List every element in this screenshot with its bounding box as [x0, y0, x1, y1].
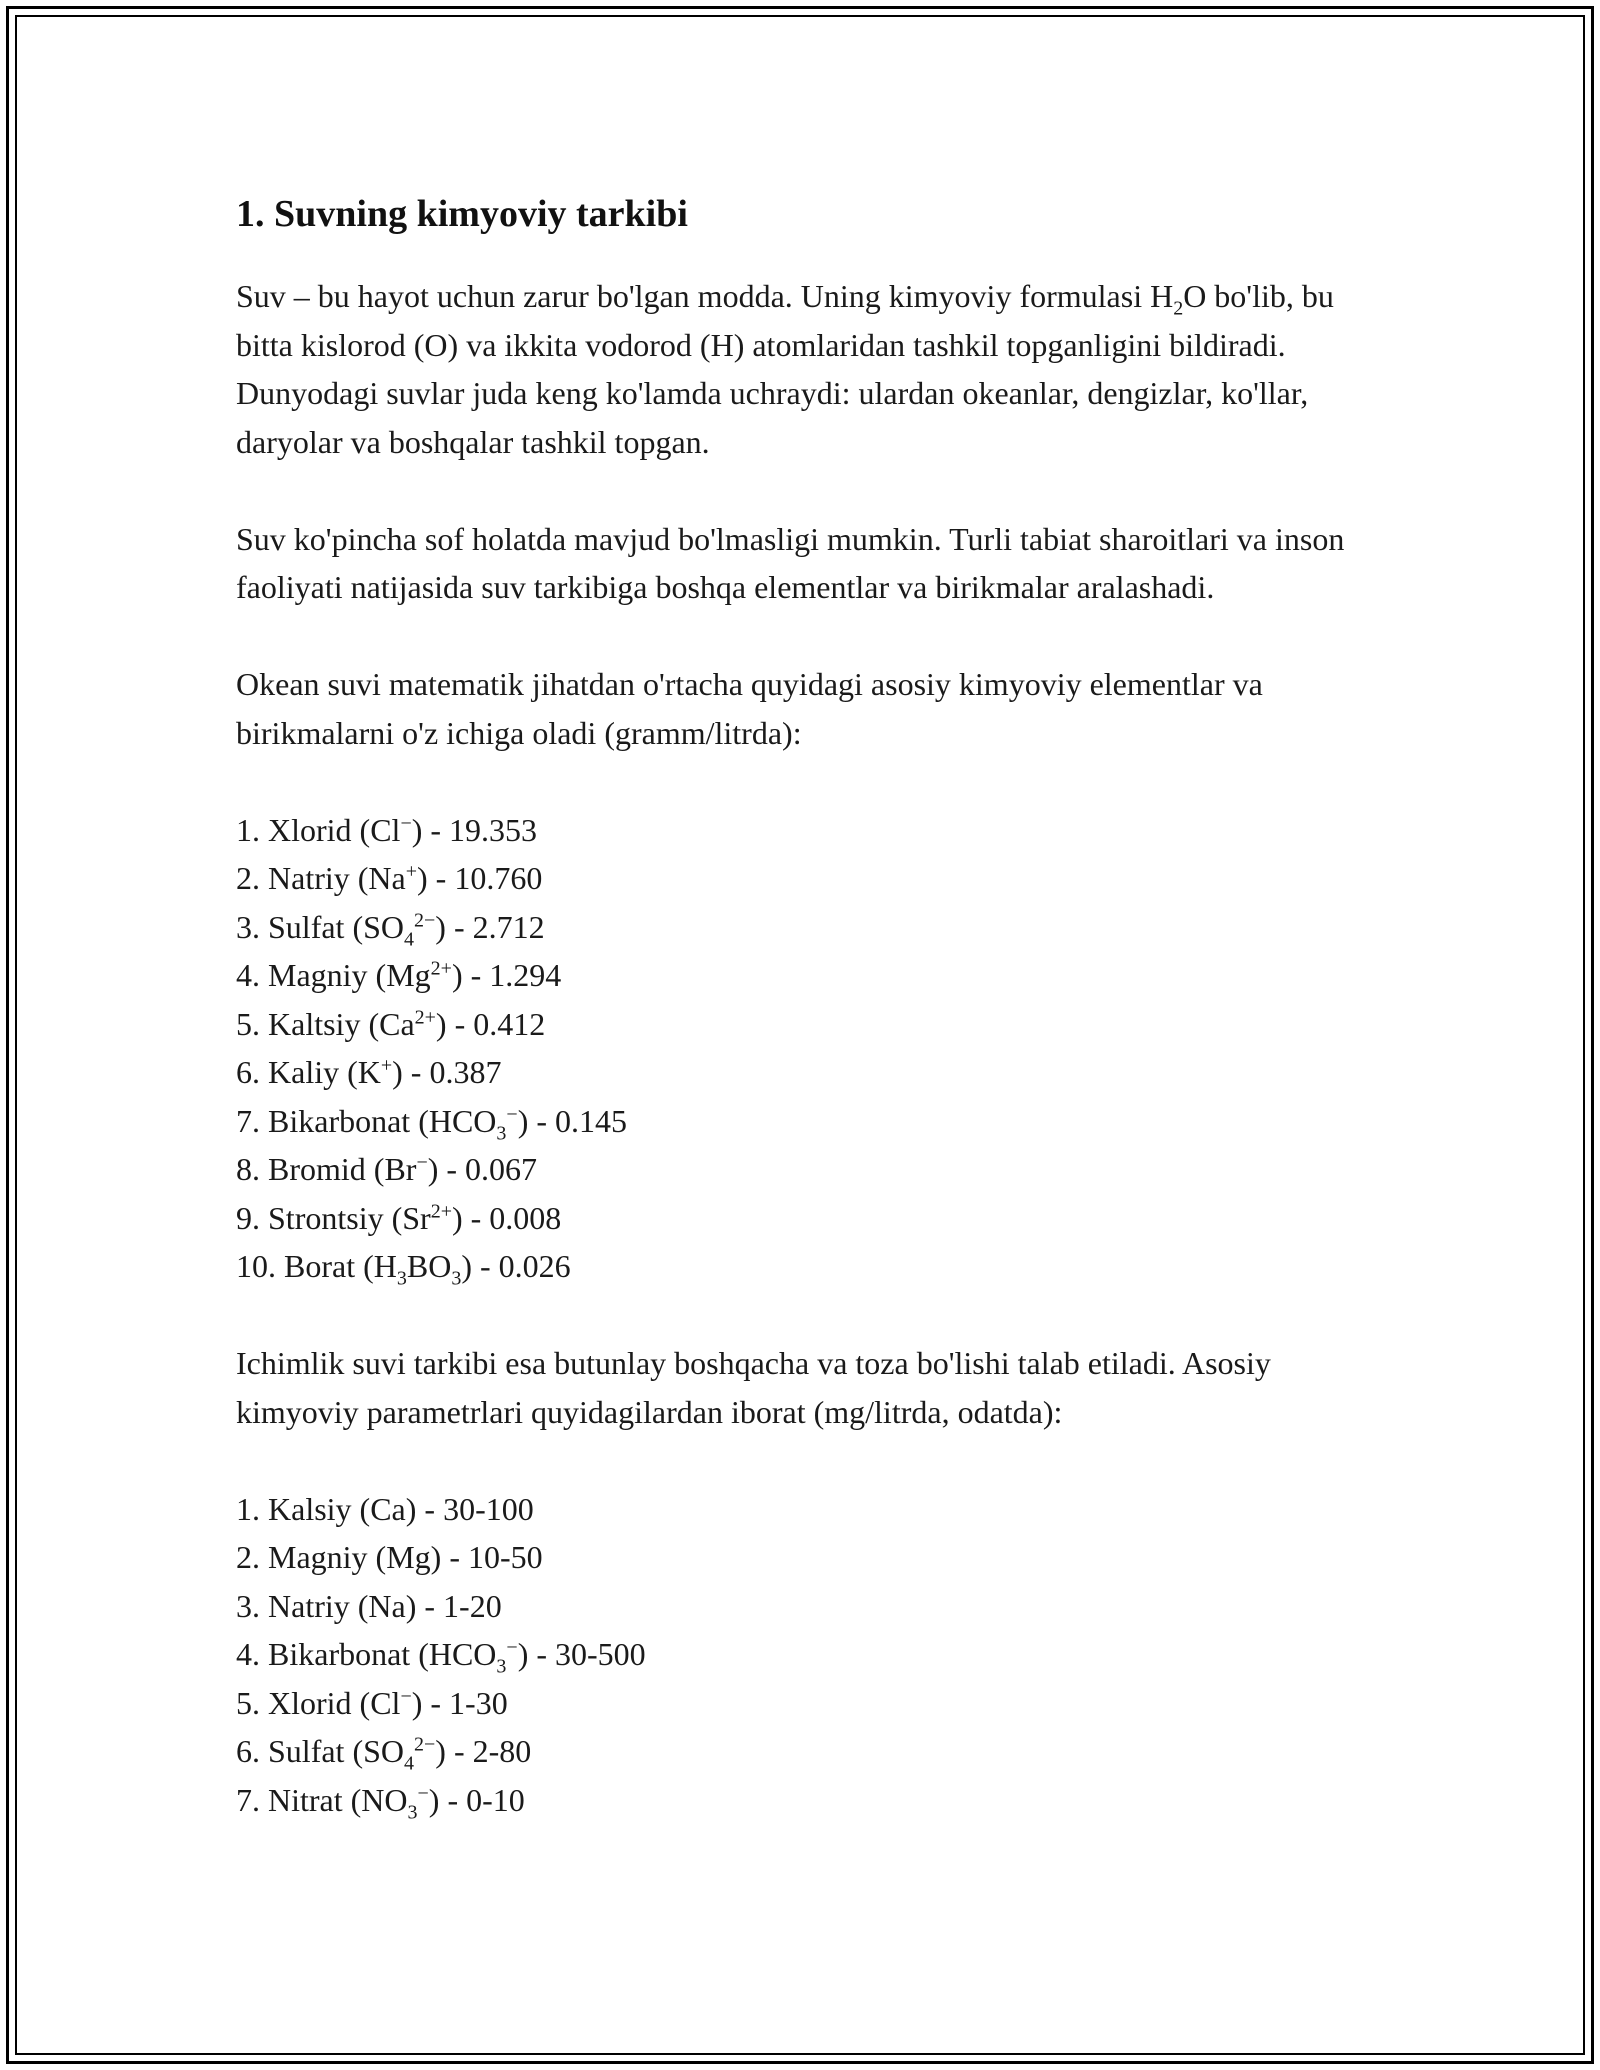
- item-value: ) - 0.145: [517, 1102, 627, 1139]
- list-item: [236, 1630, 1376, 1679]
- list-item: [236, 1242, 1376, 1291]
- formula-subscript: 2: [1173, 297, 1184, 320]
- drinking-water-list: [236, 1485, 1376, 1825]
- list-item: [236, 1485, 1376, 1534]
- subscript: 4: [404, 927, 414, 950]
- ion-charge: +: [380, 1054, 393, 1077]
- document-body: [236, 186, 1376, 1873]
- list-item: [236, 1048, 1376, 1097]
- list-item: [236, 1145, 1376, 1194]
- item-value: ) - 10.760: [417, 860, 543, 896]
- item-text: 7. Bikarbonat (HCO: [236, 1102, 497, 1139]
- section-heading: 1. Suvning kimyoviy tarkibi: [236, 193, 688, 235]
- item-text: 4. Bikarbonat (HCO: [236, 1636, 497, 1672]
- item-text: 3. Natriy (Na) - 1-20: [236, 1587, 502, 1624]
- subscript: 3: [407, 1800, 418, 1823]
- ion-charge: 2+: [430, 1199, 452, 1222]
- intro-text-start: Suv – bu hayot uchun zarur bo'lgan modda. Uning kimyoviy formulasi H: [236, 278, 1174, 314]
- item-text: 9. Strontsiy (Sr: [236, 1199, 431, 1236]
- subscript: 4: [404, 1752, 414, 1775]
- item-text: 8. Bromid (Br: [236, 1151, 417, 1187]
- ion-charge: 2+: [430, 957, 452, 980]
- item-value: ) - 0.008: [451, 1199, 562, 1236]
- ocean-composition-list: [236, 806, 1376, 1291]
- ion-charge: −: [416, 1151, 428, 1174]
- item-text: 6. Sulfat (SO: [236, 1733, 404, 1769]
- item-text: 5. Xlorid (Cl: [236, 1684, 401, 1721]
- ion-charge: −: [506, 1636, 518, 1659]
- item-text: 2. Natriy (Na: [236, 860, 406, 896]
- list-item: [236, 1000, 1376, 1049]
- intro-paragraph: [236, 272, 1376, 466]
- item-text: 4. Magniy (Mg: [236, 957, 431, 993]
- list-item: [236, 806, 1376, 855]
- list-item: [236, 903, 1376, 952]
- drinking-intro-paragraph: Ichimlik suvi tarkibi esa butunlay boshqacha va toza bo'lishi talab etiladi. Asosiy kimyoviy parametrlari quyidagilardan iborat (mg/litrda, odatda):: [236, 1345, 1271, 1430]
- item-text: 1. Kalsiy (Ca) - 30-100: [236, 1490, 534, 1527]
- list-item: [236, 854, 1376, 903]
- list-item: [236, 1097, 1376, 1146]
- list-item: [236, 1582, 1376, 1631]
- ion-charge: −: [400, 811, 412, 834]
- subscript: 3: [496, 1121, 507, 1144]
- list-item: [236, 1776, 1376, 1825]
- ion-charge: 2+: [414, 1005, 436, 1028]
- item-value: ) - 1.294: [451, 957, 562, 993]
- item-text: 2. Magniy (Mg) - 10-50: [236, 1539, 543, 1575]
- item-text: 5. Kaltsiy (Ca: [236, 1005, 415, 1042]
- item-text: 1. Xlorid (Cl: [236, 811, 401, 848]
- item-text: 3. Sulfat (SO: [236, 908, 404, 945]
- list-item: [236, 1194, 1376, 1243]
- item-value: ) - 19.353: [411, 811, 538, 848]
- intro-text-end: O bo'lib, bu bitta kislorod (O) va ikkita vodorod (H) atomlaridan tashkil topganligini bildiradi. Dunyodagi suvlar juda keng ko'lamda uchraydi: ulardan okeanlar, dengizlar, ko'llar, daryolar va boshqalar tashkil topgan.: [236, 278, 1334, 460]
- item-value: ) - 0.067: [427, 1151, 538, 1187]
- ion-charge: 2−: [414, 1733, 436, 1756]
- item-value: ) - 0.026: [461, 1248, 571, 1284]
- ion-charge: −: [400, 1684, 412, 1707]
- item-value: ) - 2.712: [435, 908, 545, 945]
- item-value: ) - 2-80: [435, 1733, 532, 1769]
- item-value: ) - 0-10: [428, 1781, 525, 1818]
- item-text: 6. Kaliy (K: [236, 1054, 381, 1090]
- item-text: 7. Nitrat (NO: [236, 1781, 408, 1818]
- item-value: ) - 30-500: [517, 1636, 646, 1672]
- list-item: [236, 1727, 1376, 1776]
- subscript: 3: [451, 1267, 462, 1290]
- subscript: 3: [396, 1267, 407, 1290]
- ocean-intro-paragraph: Okean suvi matematik jihatdan o'rtacha quyidagi asosiy kimyoviy elementlar va birikmalarni o'z ichiga oladi (gramm/litrda):: [236, 666, 1263, 751]
- item-value: ) - 1-30: [411, 1684, 508, 1721]
- ion-charge: −: [506, 1102, 518, 1125]
- item-value: ) - 0.412: [435, 1005, 546, 1042]
- list-item: [236, 951, 1376, 1000]
- subscript: 3: [496, 1655, 507, 1678]
- ion-charge: −: [417, 1781, 429, 1804]
- item-value: ) - 0.387: [392, 1054, 502, 1090]
- ion-charge: +: [405, 860, 417, 883]
- formula-text: BO: [406, 1248, 452, 1284]
- list-item: [236, 1679, 1376, 1728]
- ion-charge: 2−: [414, 908, 436, 931]
- purity-paragraph: Suv ko'pincha sof holatda mavjud bo'lmasligi mumkin. Turli tabiat sharoitlari va inson faoliyati natijasida suv tarkibiga boshqa elementlar va birikmalar aralashadi.: [236, 520, 1345, 605]
- list-item: [236, 1533, 1376, 1582]
- item-text: 10. Borat (H: [236, 1248, 397, 1284]
